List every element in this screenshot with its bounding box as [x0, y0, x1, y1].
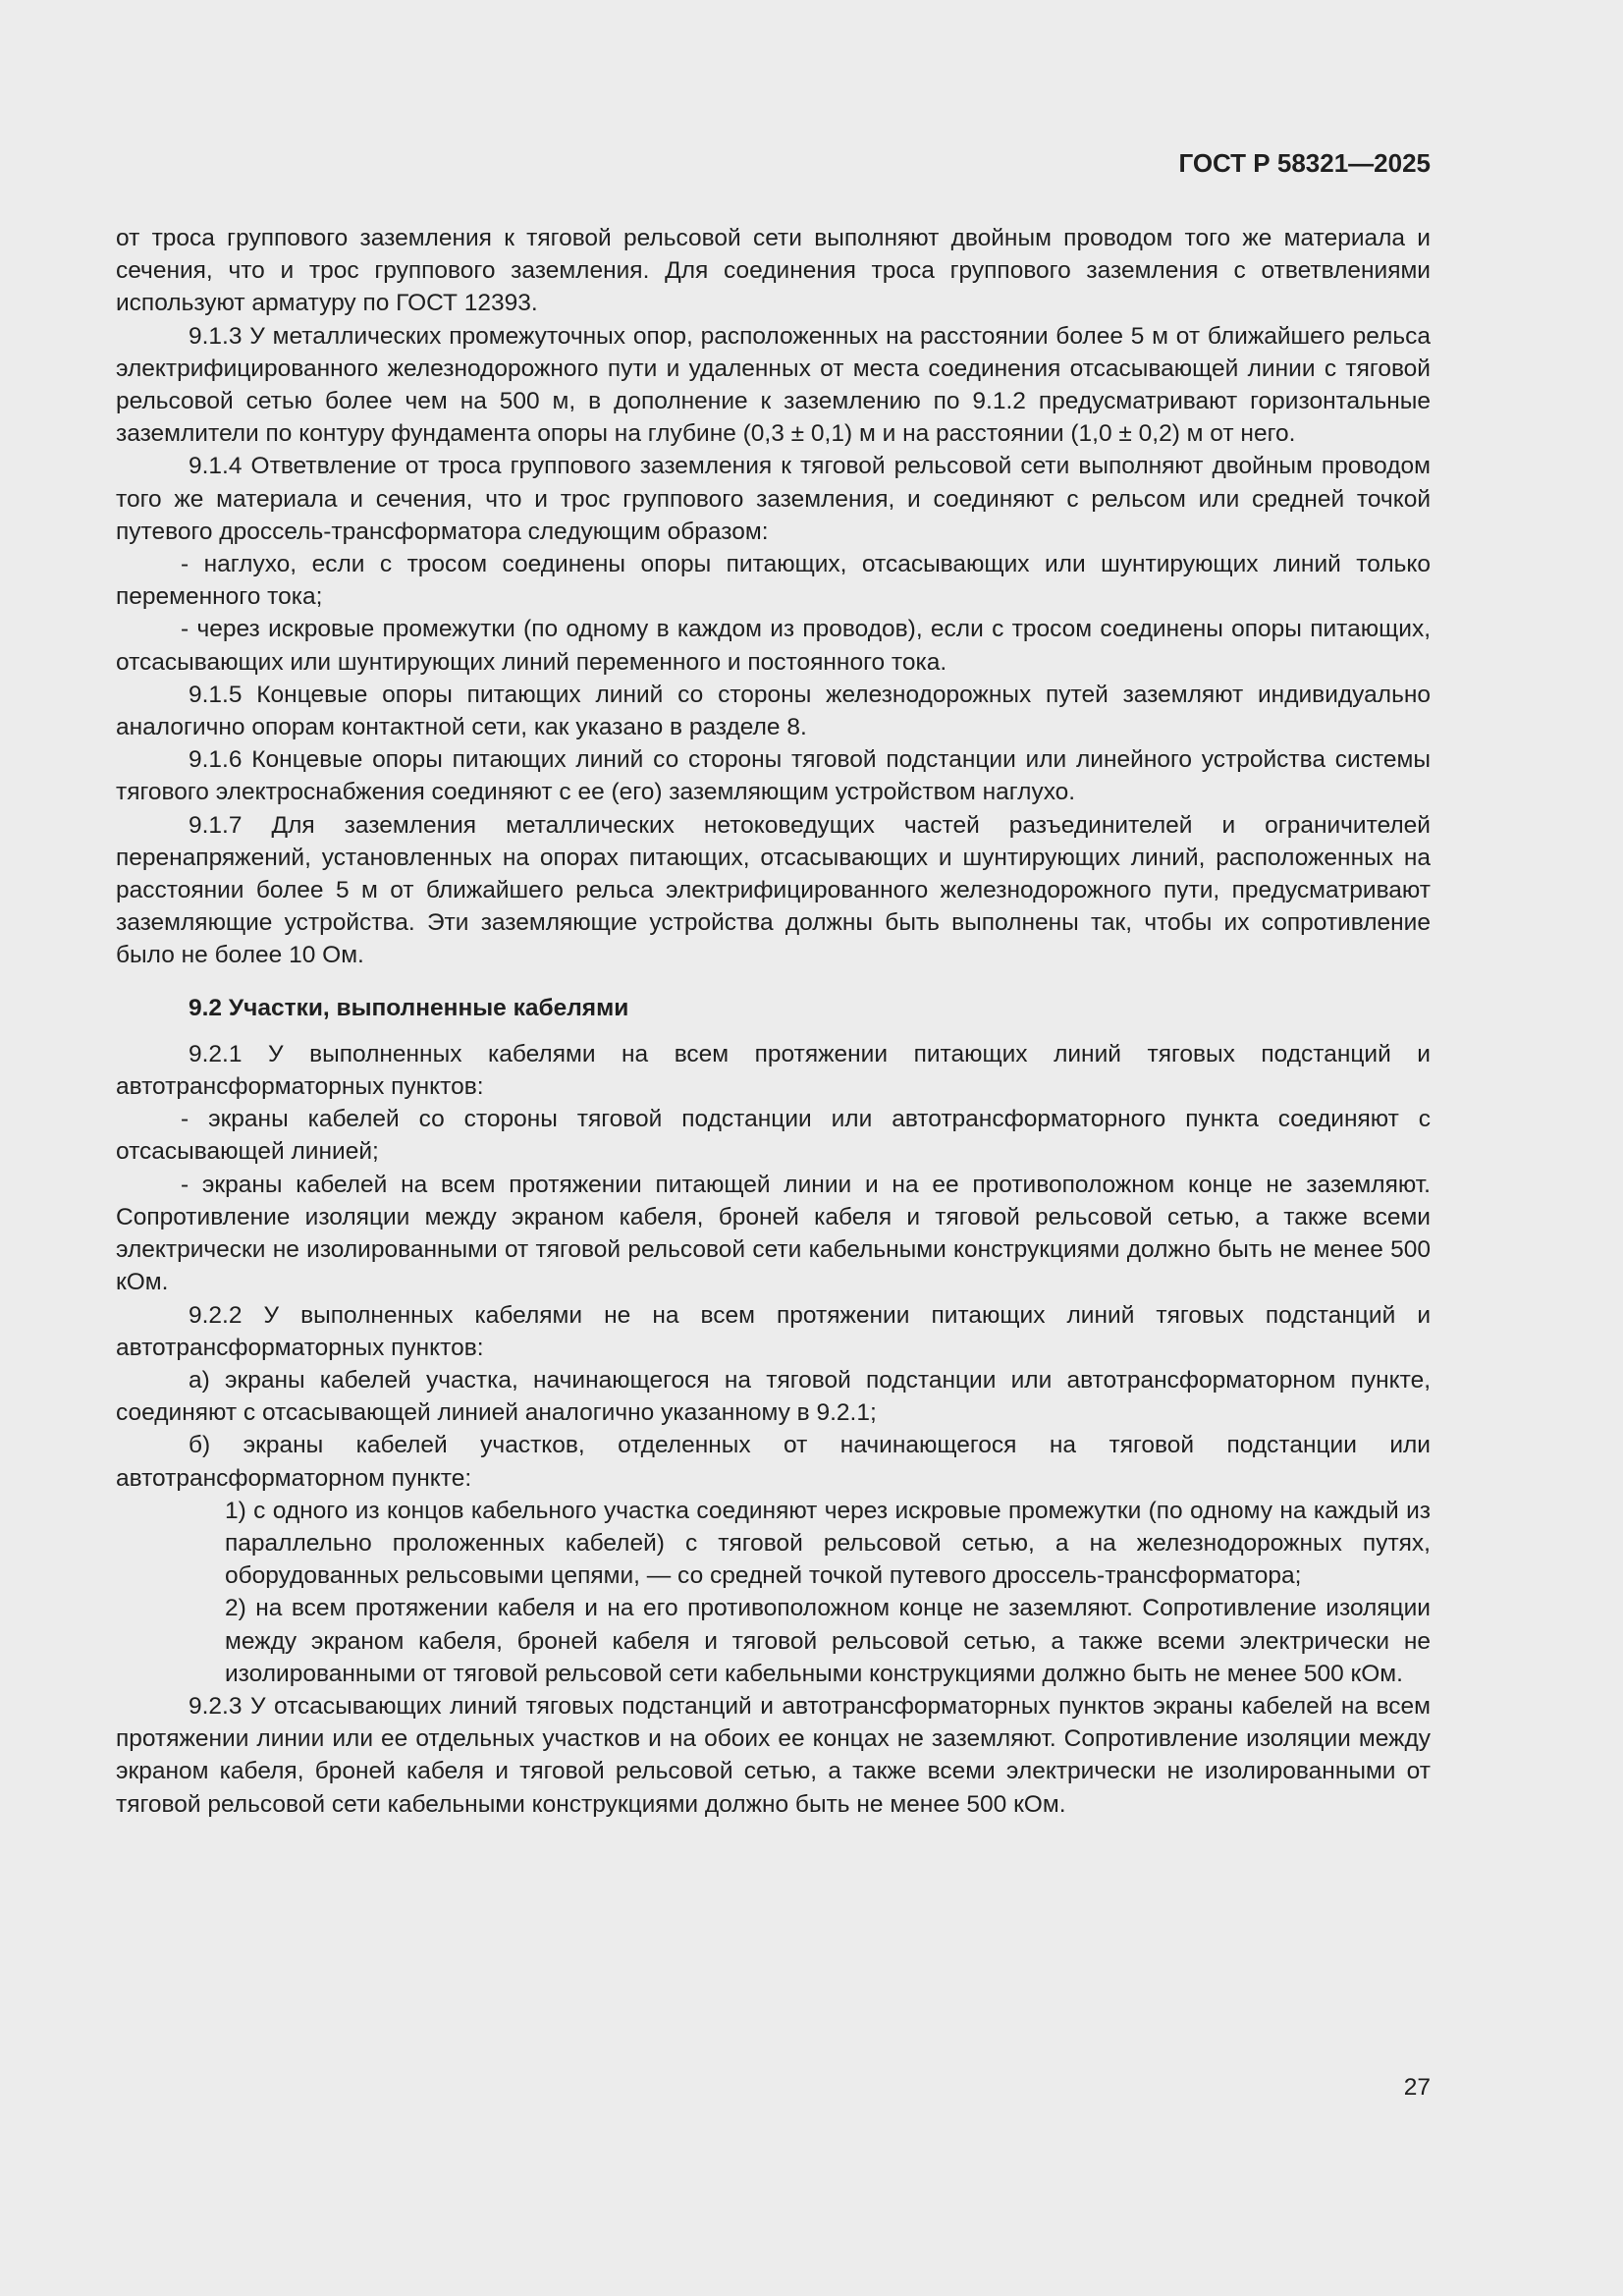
list-item-dash: - наглухо, если с тросом соединены опоры питающих, отсасывающих или шунтирующих линий только переменного тока;	[116, 551, 1431, 611]
section-title-9-2: 9.2 Участки, выполненные кабелями	[189, 994, 629, 1021]
paragraph-9-1-3: 9.1.3 У металлических промежуточных опор, расположенных на расстоянии более 5 м от ближайшего рельса электрифицированного железнодорожного пути и удаленных от места соединения отсасывающей линии с тяговой рельсовой сетью более чем на 500 м, в дополнение к заземлению по 9.1.2 предусматривают горизонтальные заземлители по контуру фундамента опоры на глубине (0,3 ± 0,1) м и на расстоянии (1,0 ± 0,2) м от него.	[116, 322, 1431, 448]
paragraph-9-2-2: 9.2.2 У выполненных кабелями не на всем протяжении питающих линий тяговых подстанций и автотрансформаторных пунктов:	[116, 1301, 1431, 1361]
sub-item-1: 1) с одного из концов кабельного участка соединяют через искровые промежутки (по одному на каждый из параллельно проложенных кабелей) с тяговой рельсовой сетью, а на железнодорожных путях, оборудованных рельсовыми цепями, — со средней точкой путевого дроссель-трансформатора;	[225, 1497, 1431, 1590]
page-number: 27	[1403, 2074, 1431, 2101]
paragraph-9-1-5: 9.1.5 Концевые опоры питающих линий со стороны железнодорожных путей заземляют индивидуально аналогично опорам контактной сети, как указано в разделе 8.	[116, 681, 1431, 741]
paragraph-continuation: от троса группового заземления к тяговой рельсовой сети выполняют двойным проводом того же материала и сечения, что и трос группового заземления. Для соединения троса группового заземления с ответвлениями используют арматуру по ГОСТ 12393.	[116, 225, 1431, 317]
list-item-b: б) экраны кабелей участков, отделенных от начинающегося на тяговой подстанции или автотрансформаторном пункте:	[116, 1432, 1431, 1492]
list-item-a: а) экраны кабелей участка, начинающегося на тяговой подстанции или автотрансформаторном пункте, соединяют с отсасывающей линией аналогично указанному в 9.2.1;	[116, 1366, 1431, 1427]
document-header: ГОСТ Р 58321—2025	[1178, 148, 1431, 178]
sub-item-2: 2) на всем протяжении кабеля и на его противоположном конце не заземляют. Сопротивление изоляции между экраном кабеля, броней кабеля и тяговой рельсовой сетью, а также всеми электрически не изолированными от тяговой рельсовой сети кабельными конструкциями должно быть не менее 500 кОм.	[225, 1595, 1431, 1687]
paragraph-9-1-4: 9.1.4 Ответвление от троса группового заземления к тяговой рельсовой сети выполняют двойным проводом того же материала и сечения, что и трос группового заземления, и соединяют с рельсом или средней точкой путевого дроссель-трансформатора следующим образом:	[116, 453, 1431, 545]
list-item-dash: - экраны кабелей на всем протяжении питающей линии и на ее противоположном конце не заземляют. Сопротивление изоляции между экраном кабеля, броней кабеля и тяговой рельсовой сетью, а также всеми электрически не изолированными от тяговой рельсовой сети кабельными конструкциями должно быть не менее 500 кОм.	[116, 1171, 1431, 1296]
paragraph-9-1-6: 9.1.6 Концевые опоры питающих линий со стороны тяговой подстанции или линейного устройства системы тягового электроснабжения соединяют с ее (его) заземляющим устройством наглухо.	[116, 746, 1431, 806]
document-body	[116, 222, 1431, 1821]
list-item-dash: - экраны кабелей со стороны тяговой подстанции или автотрансформаторного пункта соединяют с отсасывающей линией;	[116, 1106, 1431, 1166]
list-item-dash: - через искровые промежутки (по одному в каждом из проводов), если с тросом соединены опоры питающих, отсасывающих или шунтирующих линий переменного и постоянного тока.	[116, 616, 1431, 676]
paragraph-9-2-3: 9.2.3 У отсасывающих линий тяговых подстанций и автотрансформаторных пунктов экраны кабелей на всем протяжении линии или ее отдельных участков и на обоих ее концах не заземляют. Сопротивление изоляции между экраном кабеля, броней кабеля и тяговой рельсовой сетью, а также всеми электрически не изолированными от тяговой рельсовой сети кабельными конструкциями должно быть не менее 500 кОм.	[116, 1692, 1431, 1818]
paragraph-9-1-7: 9.1.7 Для заземления металлических нетоковедущих частей разъединителей и ограничителей перенапряжений, установленных на опорах питающих, отсасывающих и шунтирующих линий, расположенных на расстоянии более 5 м от ближайшего рельса электрифицированного железнодорожного пути, предусматривают заземляющие устройства. Эти заземляющие устройства должны быть выполнены так, чтобы их сопротивление было не более 10 Ом.	[116, 811, 1431, 969]
paragraph-9-2-1: 9.2.1 У выполненных кабелями на всем протяжении питающих линий тяговых подстанций и автотрансформаторных пунктов:	[116, 1040, 1431, 1101]
